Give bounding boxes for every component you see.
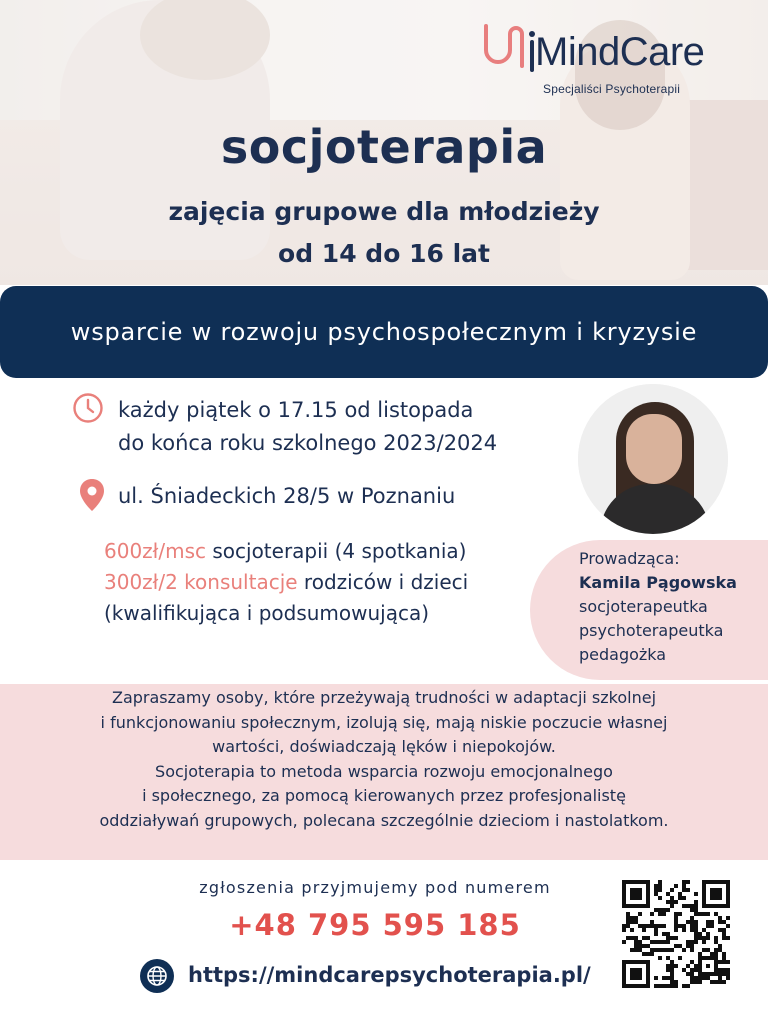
location-pin-icon	[79, 478, 105, 512]
brand-name: MindCare	[535, 30, 705, 74]
headline-banner	[0, 286, 768, 378]
qr-code[interactable]	[622, 880, 730, 988]
description-line: oddziaływań grupowych, polecana szczególnie dzieciom i nastolatkom.	[99, 810, 669, 830]
subtitle-audience: zajęcia grupowe dla młodzieży	[168, 197, 600, 226]
leader-role-2: psychoterapeutka	[579, 621, 724, 640]
price-consultation: 300zł/2 konsultacje	[104, 570, 298, 594]
leader-label: Prowadząca:	[579, 549, 680, 568]
leader-photo	[578, 384, 728, 534]
description-line: i społecznego, za pomocą kierowanych przez profesjonalistę	[142, 786, 626, 805]
registration-label: zgłoszenia przyjmujemy pod numerem	[199, 878, 551, 897]
globe-icon	[140, 959, 174, 993]
schedule-line-1: każdy piątek o 17.15 od listopada	[118, 398, 474, 422]
subtitle-age-range: od 14 do 16 lat	[278, 239, 490, 268]
price-line-1: 600zł/msc socjoterapii (4 spotkania)	[104, 539, 467, 563]
leader-info	[579, 547, 737, 667]
leader-name: Kamila Pągowska	[579, 573, 737, 592]
description-section	[0, 684, 768, 860]
leader-role-1: socjoterapeutka	[579, 597, 708, 616]
banner-text: wsparcie w rozwoju psychospołecznym i kryzysie	[70, 318, 698, 346]
logo-mark-icon	[480, 20, 540, 80]
phone-number[interactable]: +48 795 595 185	[229, 908, 521, 942]
price-line-3: (kwalifikująca i podsumowująca)	[104, 601, 430, 625]
mindcare-logo	[480, 20, 760, 100]
description-line: i funkcjonowaniu społecznym, izolują się, mają niskie poczucie własnej	[100, 712, 668, 732]
schedule-line-2: do końca roku szkolnego 2023/2024	[118, 431, 498, 455]
website-link[interactable]: https://mindcarepsychoterapia.pl/	[188, 963, 591, 987]
price-monthly: 600zł/msc	[104, 539, 206, 563]
page-title: socjoterapia	[220, 120, 548, 174]
brand-tagline: Specjaliści Psychoterapii	[543, 82, 681, 96]
address-text: ul. Śniadeckich 28/5 w Poznaniu	[118, 484, 456, 508]
description-line: wartości, doświadczają lęków i niepokojów.	[212, 737, 556, 756]
leader-role-3: pedagożka	[579, 645, 667, 664]
clock-icon	[72, 392, 104, 424]
price-line-2: 300zł/2 konsultacje rodziców i dzieci	[104, 570, 469, 594]
description-line: Socjoterapia to metoda wsparcia rozwoju emocjonalnego	[155, 761, 613, 781]
description-line: Zapraszamy osoby, które przeżywają trudności w adaptacji szkolnej	[111, 688, 657, 707]
